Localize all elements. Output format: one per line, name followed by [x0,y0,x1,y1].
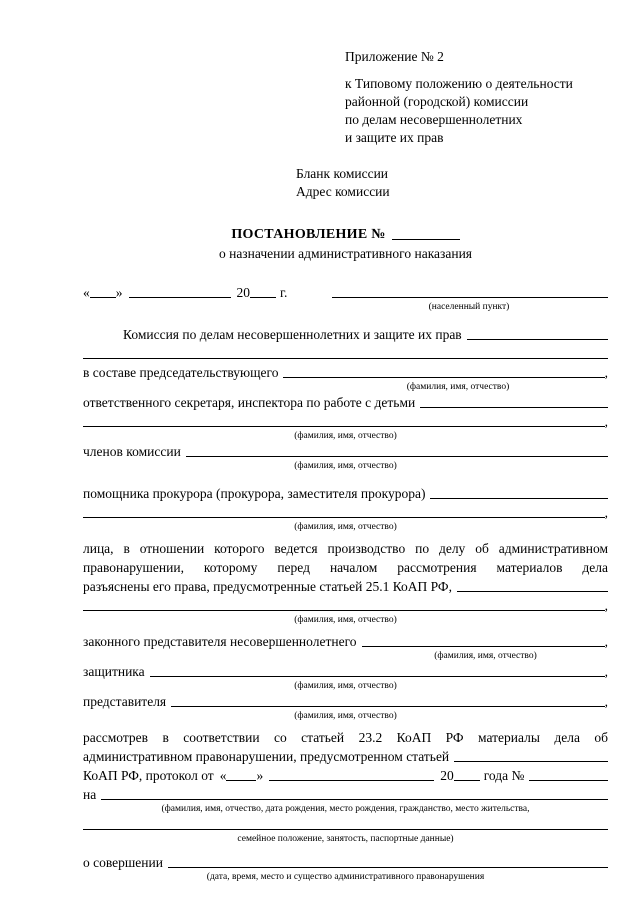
place-blank [332,297,608,298]
year-prefix: 20 [236,285,250,300]
commission-address-label: Адрес комиссии [296,184,390,199]
commission-blank-label: Бланк комиссии [296,166,389,181]
day-quote-close: » [115,285,123,300]
subject-details-label-2: семейное положение, занятость, паспортные данные) [237,834,454,844]
commission-name-blank-2 [83,358,608,359]
appendix-to-line-4: и защите их прав [345,130,444,145]
appendix-number: Приложение № 2 [345,49,444,64]
representative-prefix: представителя [83,694,167,709]
trailing-comma: , [604,634,608,649]
subject-row-2 [83,815,608,834]
representative-fio-label: (фамилия, имя, отчество) [294,711,397,721]
protocol-quote-open: « [219,768,227,783]
subject-prefix: на [83,787,97,802]
defender-fio-label: (фамилия, имя, отчество) [294,681,397,691]
members-names-blank [186,456,608,457]
trailing-comma: , [604,598,608,613]
protocol-year-prefix: 20 [440,768,454,783]
secretary-fio-label: (фамилия, имя, отчество) [294,431,397,441]
subject-name-blank [101,799,608,800]
chairman-row [83,363,608,382]
subject-name-blank-2 [83,829,608,830]
title-row [83,225,608,244]
trailing-comma: , [604,664,608,679]
prosecutor-name-blank-2 [83,517,605,518]
trailing-comma: , [604,505,608,520]
resolution-number-blank [392,239,460,240]
representative-row [83,692,608,711]
secretary-row [83,393,608,412]
person-fio-label: (фамилия, имя, отчество) [294,615,397,625]
protocol-prefix: КоАП РФ, протокол от [83,768,214,783]
members-row [83,442,608,461]
considered-line-1: рассмотрев в соответствии со статьей 23.2 КоАП РФ материалы дела об [83,730,608,745]
chairman-prefix: в составе председательствующего [83,365,279,380]
appendix-block [345,48,608,147]
appendix-to-line-2: районной (городской) комиссии [345,94,529,109]
secretary-name-blank [420,407,608,408]
offense-prefix: о совершении [83,855,163,870]
members-fio-label: (фамилия, имя, отчество) [294,461,397,471]
person-name-blank [457,591,608,592]
commission-name-row-2 [83,344,608,363]
secretary-row-2 [83,412,608,431]
day-quote-open: « [83,285,90,300]
prosecutor-fio-label: (фамилия, имя, отчество) [294,522,397,532]
offense-blank [168,867,608,868]
person-paragraph-line-1: лица, в отношении которого ведется производство по делу об административном [83,541,608,556]
prosecutor-row-2 [83,503,608,522]
document-title: ПОСТАНОВЛЕНИЕ № [231,227,386,242]
members-prefix: членов комиссии [83,444,181,459]
document-subtitle: о назначении административного наказания [218,246,473,261]
person-paragraph-line-2: правонарушении, которому перед началом рассмотрения материалов дела [83,560,608,575]
protocol-quote-close: » [256,768,264,783]
offense-details-label: (дата, время, место и существо административного правонарушения [206,872,485,882]
defender-name-blank [150,676,605,677]
commission-letterhead [296,165,608,201]
offense-row [83,853,608,872]
trailing-comma: , [604,365,608,380]
commission-name-blank [467,339,608,340]
date-place-row [83,283,608,302]
legal-representative-name-blank [362,646,605,647]
person-paragraph-line-3-text: разъяснены его права, предусмотренные статьей 25.1 КоАП РФ, [83,579,452,594]
prosecutor-prefix: помощника прокурора (прокурора, заместителя прокурора) [83,486,426,501]
month-blank [129,297,231,298]
protocol-number-blank [529,780,608,781]
commission-intro-text: Комиссия по делам несовершеннолетних и защите их прав [123,327,462,342]
appendix-to-line-3: по делам несовершеннолетних [345,112,523,127]
secretary-prefix: ответственного секретаря, инспектора по работе с детьми [83,395,416,410]
secretary-name-blank-2 [83,426,605,427]
chairman-fio-label: (фамилия, имя, отчество) [406,382,510,392]
legal-representative-row [83,632,608,651]
prosecutor-row [83,484,608,503]
protocol-day-blank [226,780,256,781]
defender-row [83,662,608,681]
chairman-name-blank [283,377,604,378]
subject-row [83,785,608,804]
year-blank [250,297,276,298]
defender-prefix: защитника [83,664,145,679]
considered-line-2-text: административном правонарушении, предусмотренном статьей [83,749,450,764]
place-label: (населенный пункт) [428,302,510,312]
legal-representative-fio-label: (фамилия, имя, отчество) [434,651,537,661]
legal-representative-prefix: законного представителя несовершеннолетнего [83,634,357,649]
year-suffix: г. [280,285,288,300]
subject-details-label-1: (фамилия, имя, отчество, дата рождения, место рождения, гражданство, место жительства, [161,804,530,814]
protocol-year-blank [454,780,480,781]
trailing-comma: , [604,694,608,709]
protocol-row [83,766,608,785]
person-name-row-2 [83,596,608,615]
representative-name-blank [171,706,604,707]
day-blank [90,297,116,298]
considered-line-2 [83,747,608,766]
prosecutor-name-blank [430,498,608,499]
article-number-blank [454,761,608,762]
commission-intro-row [83,325,608,344]
protocol-year-suffix: года № [483,768,525,783]
appendix-to-line-1: к Типовому положению о деятельности [345,76,573,91]
person-name-blank-2 [83,610,605,611]
protocol-month-blank [269,780,434,781]
trailing-comma: , [604,414,608,429]
person-paragraph-line-3 [83,577,608,596]
